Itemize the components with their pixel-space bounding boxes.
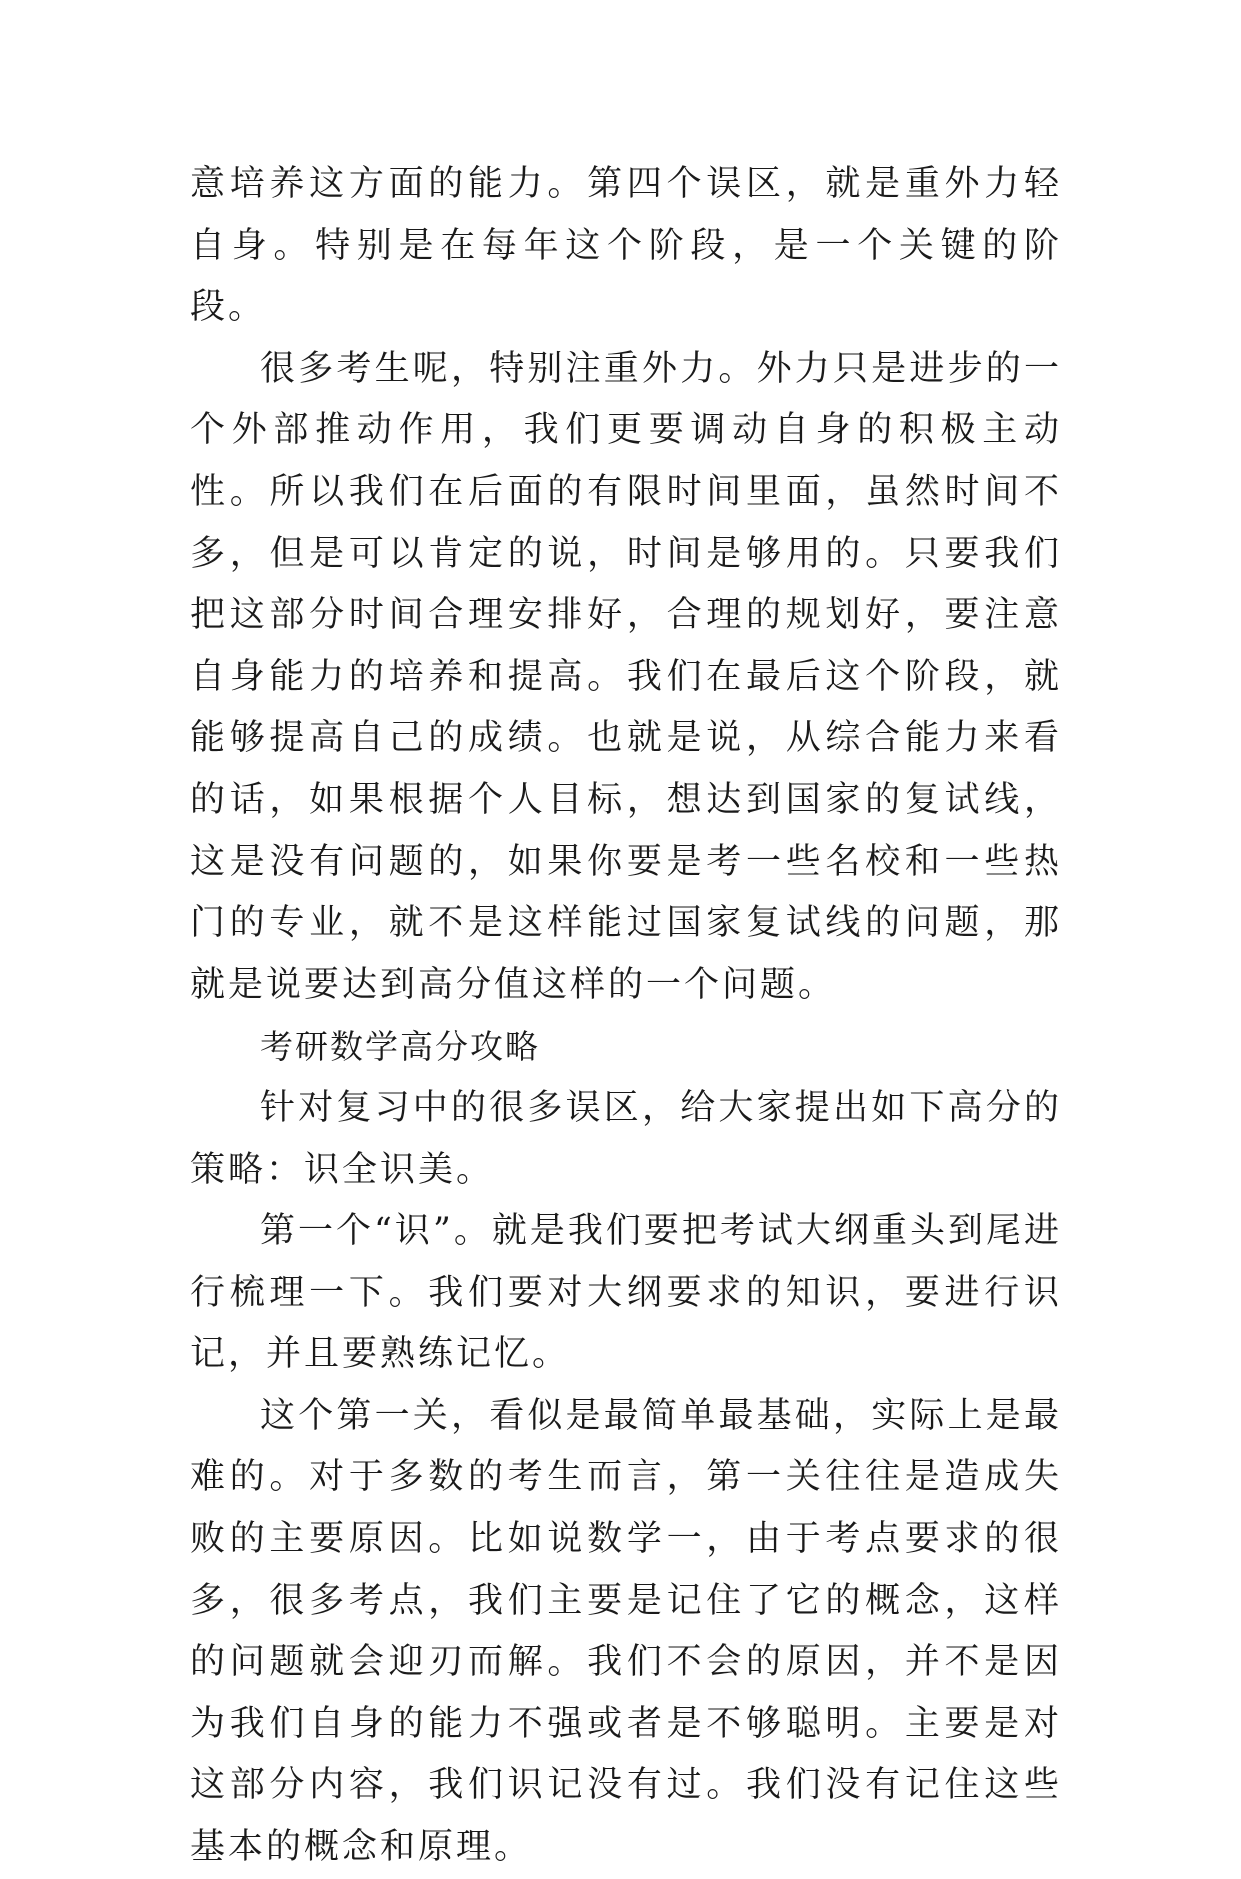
paragraph-strategy: 针对复习中的很多误区，给大家提出如下高分的策略：识全识美。 xyxy=(190,1087,1062,1190)
paragraph-first-recognition: 第一个“识”。就是我们要把考试大纲重头到尾进行梳理一下。我们要对大纲要求的知识，要进行识记，并且要熟练记忆。 xyxy=(190,1211,1062,1375)
document-page xyxy=(190,154,1062,1879)
paragraph-continuation: 意培养这方面的能力。第四个误区，就是重外力轻自身。特别是在每年这个阶段，是一个关键的阶段。 xyxy=(190,164,1062,328)
section-heading: 考研数学高分攻略 xyxy=(260,1027,540,1067)
paragraph-first-hurdle: 这个第一关，看似是最简单最基础，实际上是最难的。对于多数的考生而言，第一关往往是造成失败的主要原因。比如说数学一，由于考点要求的很多，很多考点，我们主要是记住了它的概念，这样的问题就会迎刃而解。我们不会的原因，并不是因为我们自身的能力不强或者是不够聪明。主要是对这部分内容，我们识记没有过。我们没有记住这些基本的概念和原理。 xyxy=(190,1395,1062,1868)
paragraph-external-force: 很多考生呢，特别注重外力。外力只是进步的一个外部推动作用，我们更要调动自身的积极主动性。所以我们在后面的有限时间里面，虽然时间不多，但是可以肯定的说，时间是够用的。只要我们把这部分时间合理安排好，合理的规划好，要注意自身能力的培养和提高。我们在最后这个阶段，就能够提高自己的成绩。也就是说，从综合能力来看的话，如果根据个人目标，想达到国家的复试线，这是没有问题的，如果你要是考一些名校和一些热门的专业，就不是这样能过国家复试线的问题，那就是说要达到高分值这样的一个问题。 xyxy=(190,348,1062,1005)
